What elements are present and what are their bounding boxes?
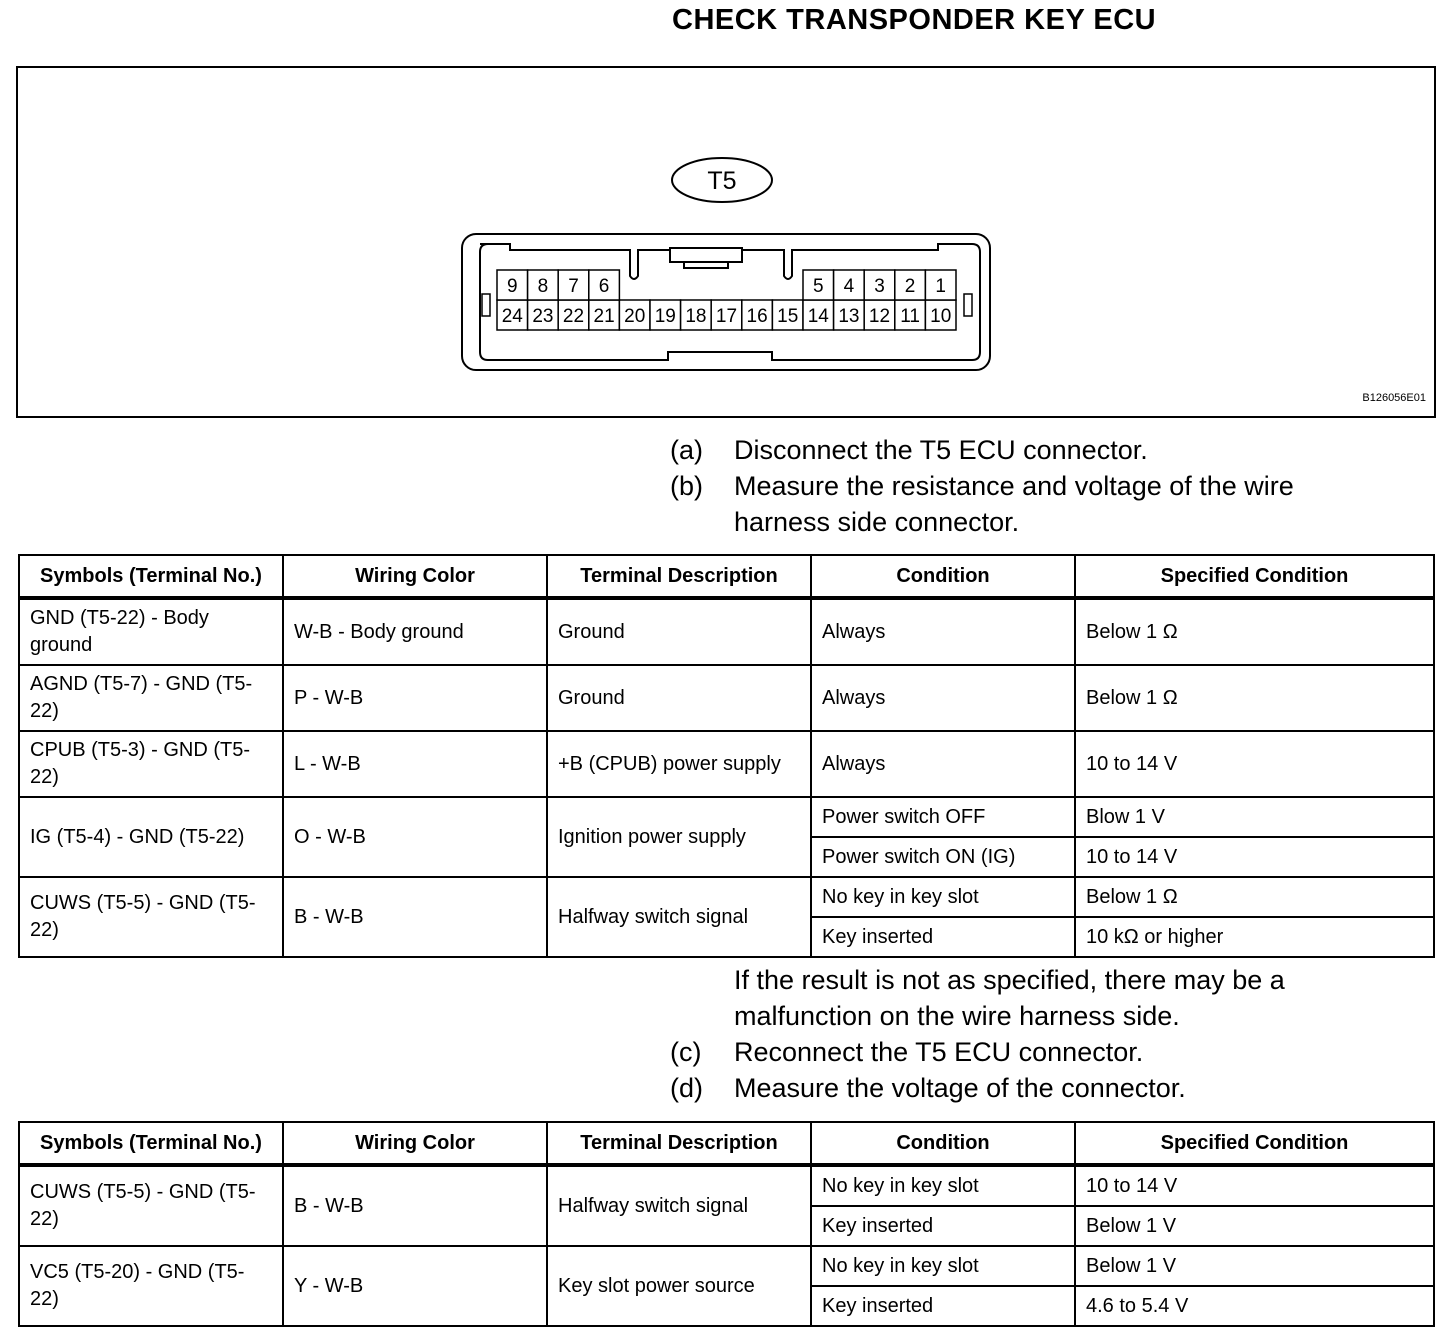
cell-specified: 10 kΩ or higher <box>1075 917 1434 957</box>
cell-symbol: CPUB (T5-3) - GND (T5-22) <box>19 731 283 797</box>
cell-symbol: VC5 (T5-20) - GND (T5-22) <box>19 1246 283 1326</box>
cell-wiring: O - W-B <box>283 797 547 877</box>
pin-10-number: 10 <box>930 306 952 327</box>
step-b <box>670 468 1394 540</box>
step-text: Disconnect the T5 ECU connector. <box>734 435 1148 465</box>
cell-condition: No key in key slot <box>811 1165 1075 1206</box>
step-label: (c) <box>670 1037 702 1067</box>
header-wiring: Wiring Color <box>283 1122 547 1165</box>
steps-section-2 <box>670 962 1394 1106</box>
cell-wiring: W-B - Body ground <box>283 598 547 665</box>
cell-condition: Always <box>811 598 1075 665</box>
header-specified: Specified Condition <box>1075 1122 1434 1165</box>
cell-wiring: B - W-B <box>283 1165 547 1246</box>
cell-symbol: CUWS (T5-5) - GND (T5-22) <box>19 1165 283 1246</box>
step-c <box>670 1034 1394 1070</box>
pin-13-number: 13 <box>838 306 860 327</box>
cell-condition: Key inserted <box>811 1206 1075 1246</box>
pin-11-number: 11 <box>900 306 920 327</box>
pin-7-number: 7 <box>568 276 579 297</box>
step-label: (a) <box>670 435 703 465</box>
cell-symbol: AGND (T5-7) - GND (T5-22) <box>19 665 283 731</box>
step-a <box>670 432 1394 468</box>
cell-specified: Below 1 Ω <box>1075 665 1434 731</box>
cell-symbol: GND (T5-22) - Body ground <box>19 598 283 665</box>
pin-24-number: 24 <box>501 306 523 327</box>
cell-wiring: L - W-B <box>283 731 547 797</box>
cell-specified: 10 to 14 V <box>1075 731 1434 797</box>
resistance-voltage-table <box>18 554 1435 958</box>
table-row <box>19 877 1434 917</box>
pin-9-number: 9 <box>507 276 518 297</box>
result-note: If the result is not as specified, there may be a malfunction on the wire harness side. <box>734 965 1285 1031</box>
cell-description: +B (CPUB) power supply <box>547 731 811 797</box>
cell-description: Halfway switch signal <box>547 877 811 957</box>
pin-22-number: 22 <box>562 306 585 327</box>
cell-specified: Blow 1 V <box>1075 797 1434 837</box>
header-wiring: Wiring Color <box>283 555 547 598</box>
cell-description: Ground <box>547 598 811 665</box>
table-header-row <box>19 1122 1434 1165</box>
pin-15-number: 15 <box>777 306 799 327</box>
cell-description: Ignition power supply <box>547 797 811 877</box>
cell-symbol: IG (T5-4) - GND (T5-22) <box>19 797 283 877</box>
cell-specified: Below 1 Ω <box>1075 598 1434 665</box>
cell-condition: Power switch OFF <box>811 797 1075 837</box>
header-specified: Specified Condition <box>1075 555 1434 598</box>
step-text: Measure the voltage of the connector. <box>734 1073 1186 1103</box>
connector-diagram <box>18 68 1434 416</box>
header-description: Terminal Description <box>547 1122 811 1165</box>
connector-figure <box>16 66 1436 418</box>
header-symbols: Symbols (Terminal No.) <box>19 555 283 598</box>
pin-19-number: 19 <box>654 306 676 327</box>
cell-wiring: B - W-B <box>283 877 547 957</box>
cell-condition: Key inserted <box>811 1286 1075 1326</box>
pin-20-number: 20 <box>624 306 646 327</box>
cell-specified: Below 1 V <box>1075 1206 1434 1246</box>
connector-label: T5 <box>707 167 737 195</box>
pin-12-number: 12 <box>868 306 891 327</box>
cell-description: Halfway switch signal <box>547 1165 811 1246</box>
cell-description: Ground <box>547 665 811 731</box>
cell-specified: 10 to 14 V <box>1075 1165 1434 1206</box>
table-row <box>19 1165 1434 1206</box>
cell-specified: Below 1 V <box>1075 1246 1434 1286</box>
header-condition: Condition <box>811 555 1075 598</box>
cell-specified: Below 1 Ω <box>1075 877 1434 917</box>
pin-8-number: 8 <box>537 276 549 297</box>
pin-17-number: 17 <box>715 306 738 327</box>
pin-4-number: 4 <box>843 276 855 297</box>
connector-lock-tab-inner <box>684 262 728 268</box>
pin-21-number: 21 <box>593 306 615 327</box>
pin-2-number: 2 <box>904 276 916 297</box>
step-d <box>670 1070 1394 1106</box>
pin-5-number: 5 <box>813 276 824 297</box>
cell-wiring: Y - W-B <box>283 1246 547 1326</box>
pin-3-number: 3 <box>874 276 885 297</box>
pin-14-number: 14 <box>807 306 829 327</box>
cell-condition: No key in key slot <box>811 877 1075 917</box>
steps-section-1 <box>670 432 1394 540</box>
step-text: Reconnect the T5 ECU connector. <box>734 1037 1144 1067</box>
cell-specified: 4.6 to 5.4 V <box>1075 1286 1434 1326</box>
pin-16-number: 16 <box>746 306 768 327</box>
cell-condition: Always <box>811 731 1075 797</box>
figure-code: B126056E01 <box>1362 392 1426 404</box>
cell-condition: Key inserted <box>811 917 1075 957</box>
cell-condition: No key in key slot <box>811 1246 1075 1286</box>
table-row <box>19 1246 1434 1286</box>
header-symbols: Symbols (Terminal No.) <box>19 1122 283 1165</box>
connector-lock-tab <box>670 248 742 262</box>
pin-23-number: 23 <box>532 306 554 327</box>
cell-condition: Power switch ON (IG) <box>811 837 1075 877</box>
pin-1-number: 1 <box>935 276 946 297</box>
step-label: (d) <box>670 1073 703 1103</box>
voltage-table <box>18 1121 1435 1327</box>
page-title: CHECK TRANSPONDER KEY ECU <box>672 4 1157 36</box>
table-header-row <box>19 555 1434 598</box>
table-row <box>19 731 1434 797</box>
cell-description: Key slot power source <box>547 1246 811 1326</box>
cell-condition: Always <box>811 665 1075 731</box>
table-row <box>19 665 1434 731</box>
connector-right-key <box>964 294 972 316</box>
step-text: Measure the resistance and voltage of the wire harness side connector. <box>734 471 1294 537</box>
cell-specified: 10 to 14 V <box>1075 837 1434 877</box>
step-label: (b) <box>670 471 703 501</box>
pin-6-number: 6 <box>598 276 610 297</box>
header-condition: Condition <box>811 1122 1075 1165</box>
table-row <box>19 598 1434 665</box>
cell-wiring: P - W-B <box>283 665 547 731</box>
cell-symbol: CUWS (T5-5) - GND (T5-22) <box>19 877 283 957</box>
table-row <box>19 797 1434 837</box>
pin-18-number: 18 <box>685 306 707 327</box>
connector-left-key <box>482 294 490 316</box>
header-description: Terminal Description <box>547 555 811 598</box>
